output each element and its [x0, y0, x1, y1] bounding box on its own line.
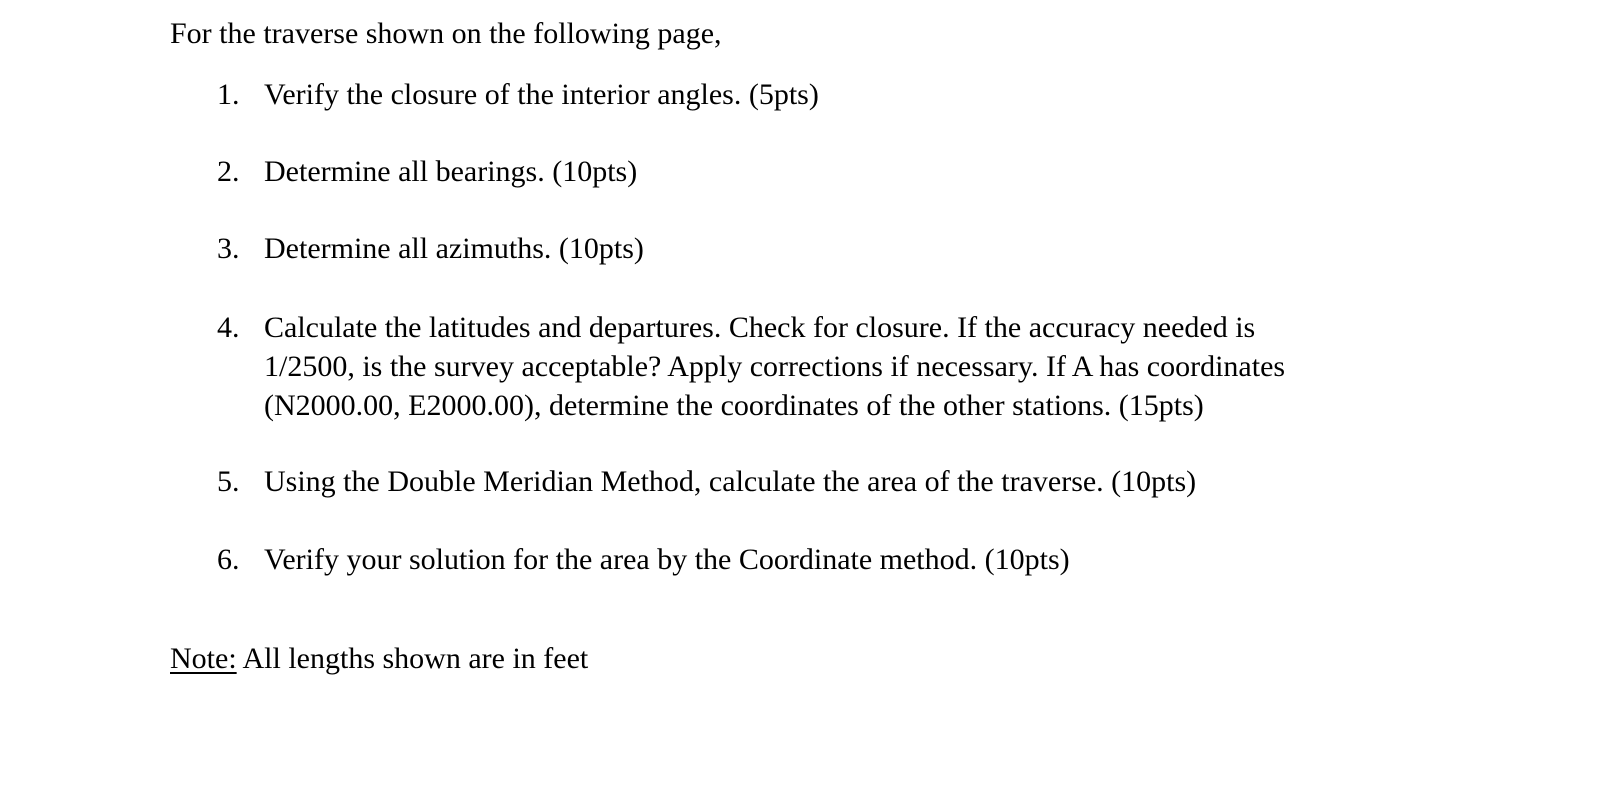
task-number: 3.: [217, 232, 240, 265]
intro-text: For the traverse shown on the following page,: [170, 17, 722, 50]
task-text: [264, 308, 1364, 425]
task-number: 6.: [217, 543, 240, 576]
task-number: 1.: [217, 78, 240, 111]
task-text: Determine all azimuths. (10pts): [264, 232, 644, 265]
task-text: Verify the closure of the interior angles. (5pts): [264, 78, 819, 111]
task-text: Determine all bearings. (10pts): [264, 155, 638, 188]
task-text-line: (N2000.00, E2000.00), determine the coordinates of the other stations. (15pts): [264, 389, 1204, 422]
task-text-line: Calculate the latitudes and departures. Check for closure. If the accuracy needed is: [264, 311, 1256, 344]
task-number: 5.: [217, 465, 240, 498]
task-text: Verify your solution for the area by the Coordinate method. (10pts): [264, 543, 1070, 576]
task-number: 4.: [217, 311, 240, 344]
note-text: All lengths shown are in feet: [242, 642, 589, 675]
note: [170, 639, 588, 679]
note-label: Note:: [170, 642, 237, 675]
task-text: Using the Double Meridian Method, calculate the area of the traverse. (10pts): [264, 465, 1197, 498]
task-number: 2.: [217, 155, 240, 188]
task-text-line: 1/2500, is the survey acceptable? Apply corrections if necessary. If A has coordinates: [264, 350, 1286, 383]
